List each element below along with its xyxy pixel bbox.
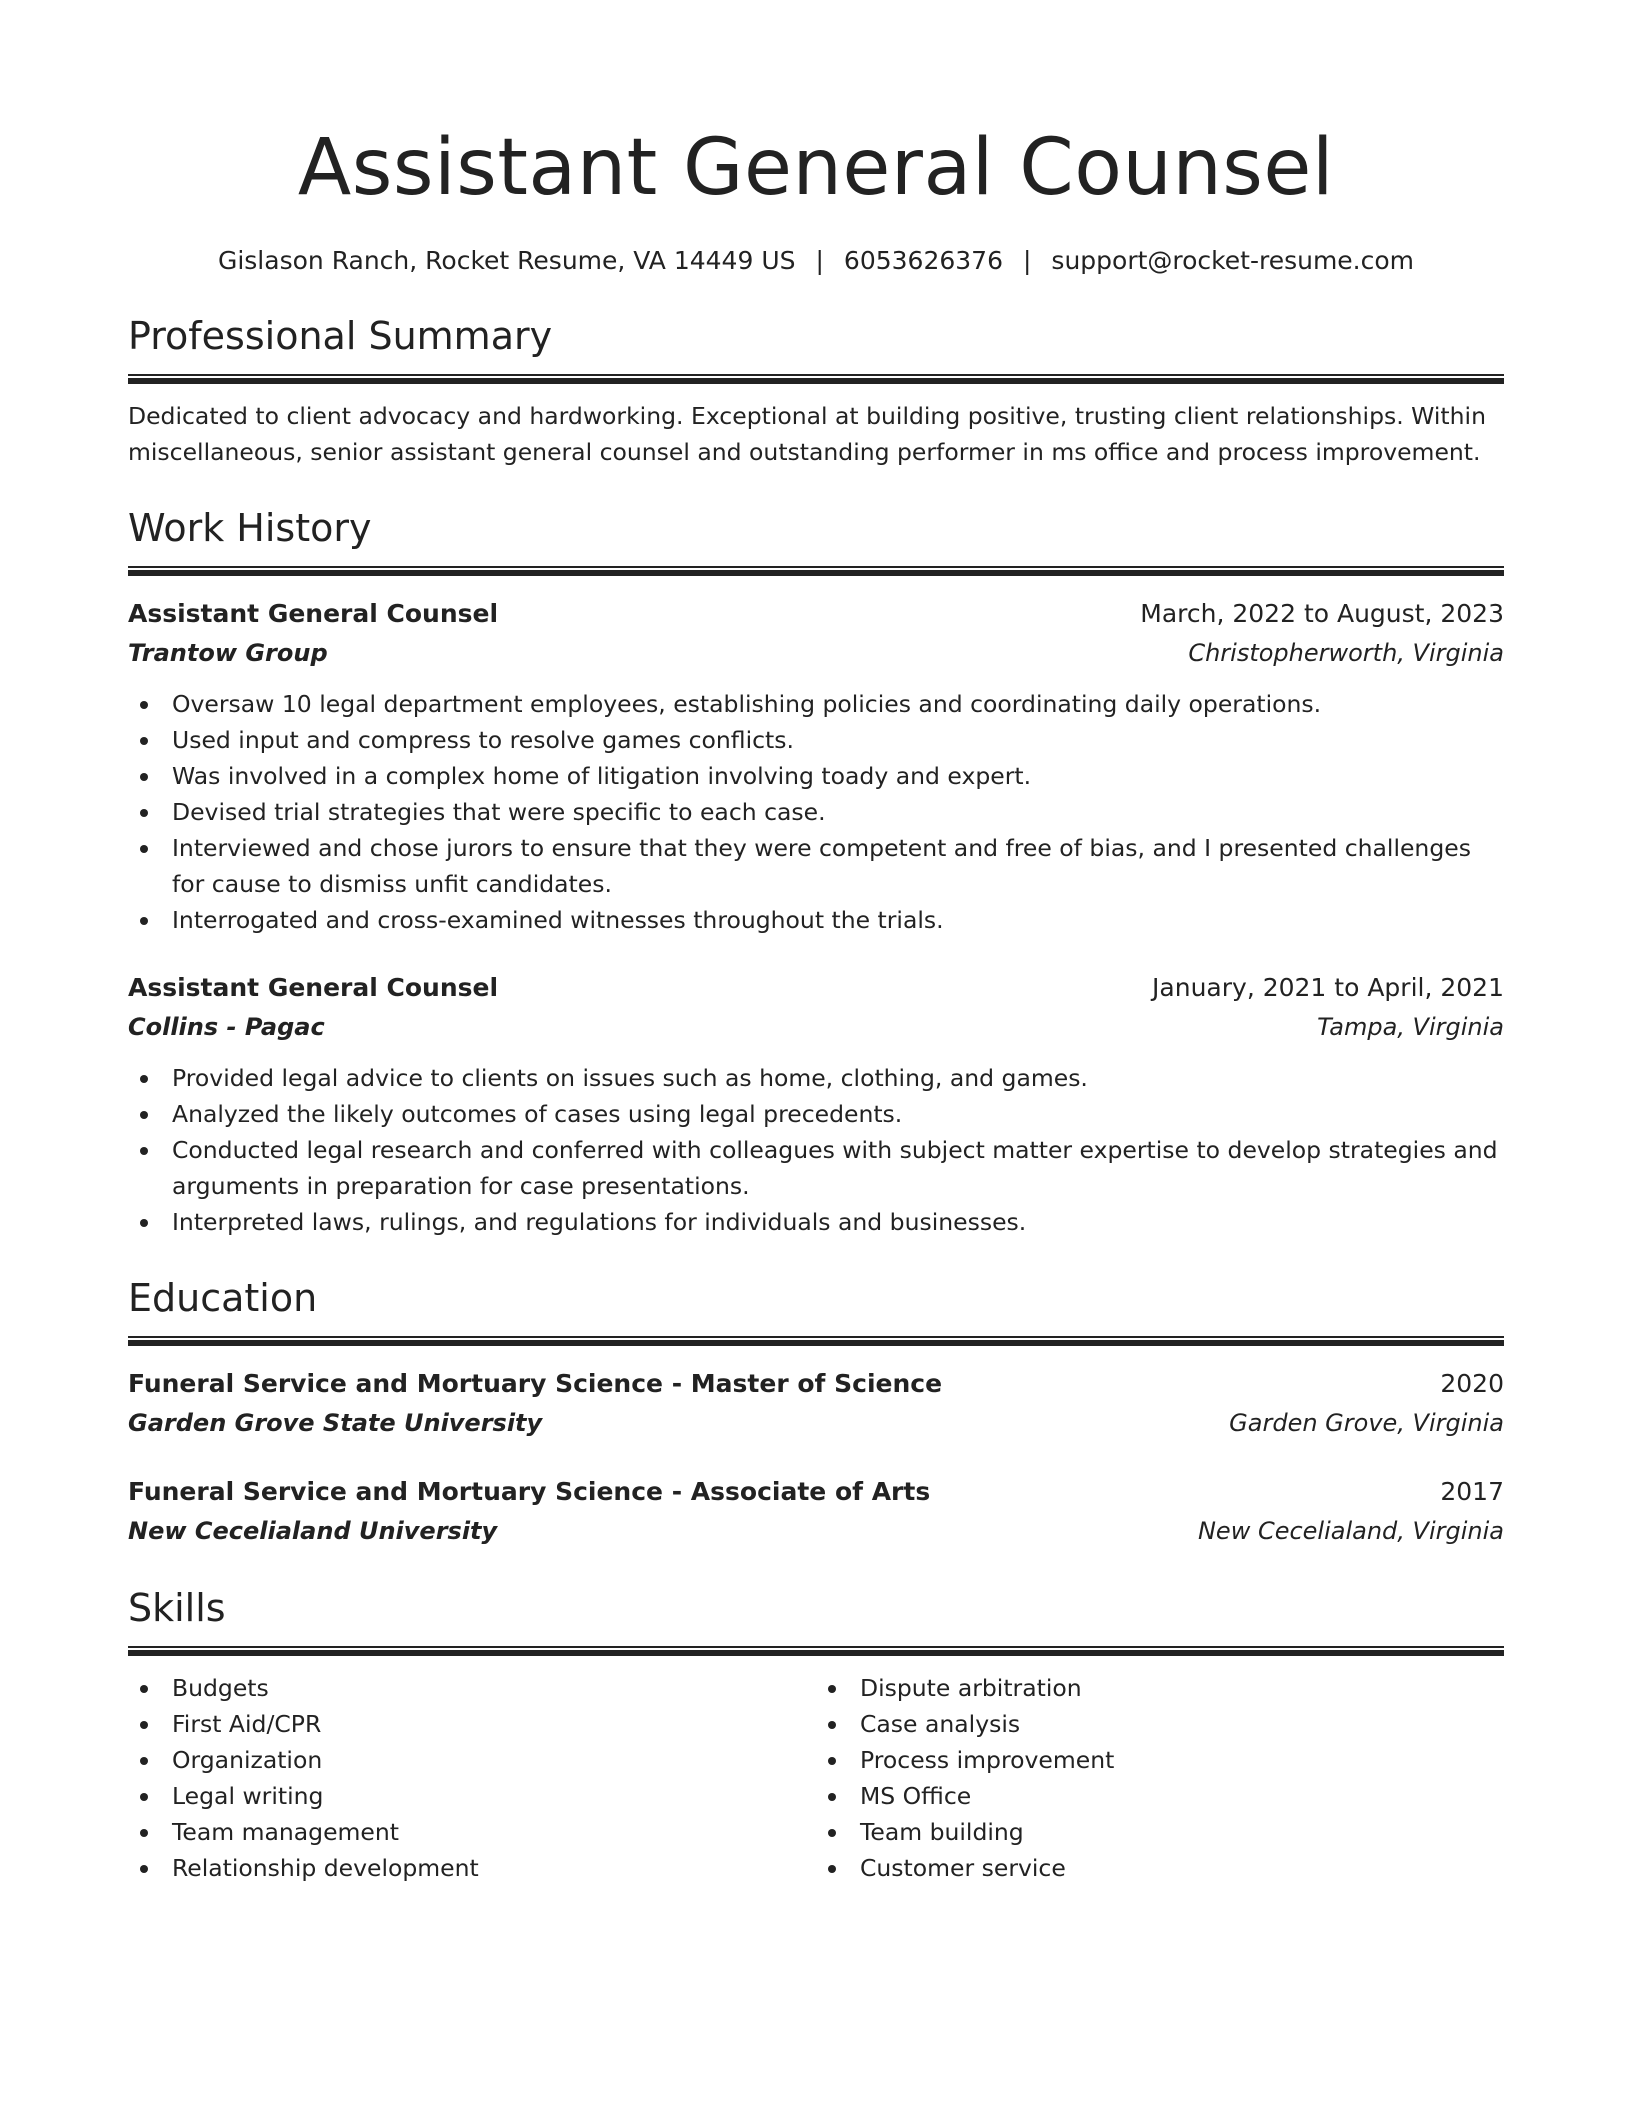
skill-item: Dispute arbitration	[816, 1670, 1504, 1706]
list-item: Interpreted laws, rulings, and regulations for individuals and businesses.	[128, 1204, 1504, 1240]
skills-columns	[128, 1670, 1504, 1886]
section-title-education: Education	[128, 1276, 318, 1320]
skill-item: Team management	[128, 1814, 816, 1850]
list-item: Provided legal advice to clients on issues such as home, clothing, and games.	[128, 1060, 1504, 1096]
education-entry	[128, 1472, 1504, 1550]
education-degree: Funeral Service and Mortuary Science - Associate of Arts	[128, 1477, 931, 1506]
skill-item: Organization	[128, 1742, 816, 1778]
contact-email: support@rocket-resume.com	[1051, 246, 1415, 275]
job-location: Christopherworth, Virginia	[1188, 639, 1504, 667]
education-location: Garden Grove, Virginia	[1229, 1409, 1504, 1437]
job-company: Trantow Group	[128, 639, 328, 667]
skill-item: Team building	[816, 1814, 1504, 1850]
list-item: Analyzed the likely outcomes of cases using legal precedents.	[128, 1096, 1504, 1132]
section-divider	[128, 1646, 1504, 1656]
list-item: Devised trial strategies that were specific to each case.	[128, 794, 1504, 830]
education-school: New Cecelialand University	[128, 1517, 498, 1545]
education-location: New Cecelialand, Virginia	[1197, 1517, 1504, 1545]
contact-separator: |	[1022, 246, 1032, 275]
job-dates: March, 2022 to August, 2023	[1140, 599, 1504, 628]
skill-item: Budgets	[128, 1670, 816, 1706]
education-school: Garden Grove State University	[128, 1409, 543, 1437]
skill-item: Relationship development	[128, 1850, 816, 1886]
contact-phone: 6053626376	[843, 246, 1003, 275]
section-title-work-history: Work History	[128, 506, 372, 550]
skill-item: MS Office	[816, 1778, 1504, 1814]
education-year: 2017	[1440, 1477, 1504, 1506]
education-degree: Funeral Service and Mortuary Science - Master of Science	[128, 1369, 943, 1398]
education-section	[128, 1272, 1504, 1550]
list-item: Interrogated and cross-examined witnesses throughout the trials.	[128, 902, 1504, 938]
section-divider	[128, 566, 1504, 576]
contact-address: Gislason Ranch, Rocket Resume, VA 14449 US	[217, 246, 796, 275]
job-entry	[128, 594, 1504, 938]
contact-line	[128, 244, 1504, 278]
skill-item: Customer service	[816, 1850, 1504, 1886]
section-title-skills: Skills	[128, 1586, 226, 1630]
job-entry	[128, 968, 1504, 1240]
section-title-summary: Professional Summary	[128, 314, 553, 358]
contact-separator: |	[815, 246, 824, 275]
list-item: Interviewed and chose jurors to ensure that they were competent and free of bias, and I presented challenges for cause to dismiss unfit candidates.	[128, 830, 1504, 902]
job-title: Assistant General Counsel	[128, 599, 499, 628]
job-location: Tampa, Virginia	[1317, 1013, 1504, 1041]
education-year: 2020	[1440, 1369, 1504, 1398]
skill-item: Legal writing	[128, 1778, 816, 1814]
skill-item: Case analysis	[816, 1706, 1504, 1742]
resume-name: Assistant General Counsel	[297, 123, 1335, 213]
education-entry	[128, 1364, 1504, 1442]
summary-section	[128, 310, 1504, 470]
job-duties-list	[128, 686, 1504, 938]
list-item: Used input and compress to resolve games conflicts.	[128, 722, 1504, 758]
job-title: Assistant General Counsel	[128, 973, 499, 1002]
job-company: Collins - Pagac	[128, 1013, 325, 1041]
list-item: Oversaw 10 legal department employees, establishing policies and coordinating daily operations.	[128, 686, 1504, 722]
job-dates: January, 2021 to April, 2021	[1152, 973, 1504, 1002]
job-duties-list	[128, 1060, 1504, 1240]
summary-text: Dedicated to client advocacy and hardworking. Exceptional at building positive, trusting client relationships. Within miscellaneous, senior assistant general counsel and outstanding performer in ms office and process improvement.	[128, 402, 1486, 466]
skills-list-left	[128, 1670, 816, 1886]
list-item: Conducted legal research and conferred with colleagues with subject matter expertise to develop strategies and arguments in preparation for case presentations.	[128, 1132, 1504, 1204]
list-item: Was involved in a complex home of litigation involving toady and expert.	[128, 758, 1504, 794]
work-history-section	[128, 502, 1504, 1240]
section-divider	[128, 374, 1504, 384]
skills-section	[128, 1582, 1504, 1886]
skill-item: First Aid/CPR	[128, 1706, 816, 1742]
section-divider	[128, 1336, 1504, 1346]
skill-item: Process improvement	[816, 1742, 1504, 1778]
skills-list-right	[816, 1670, 1504, 1886]
